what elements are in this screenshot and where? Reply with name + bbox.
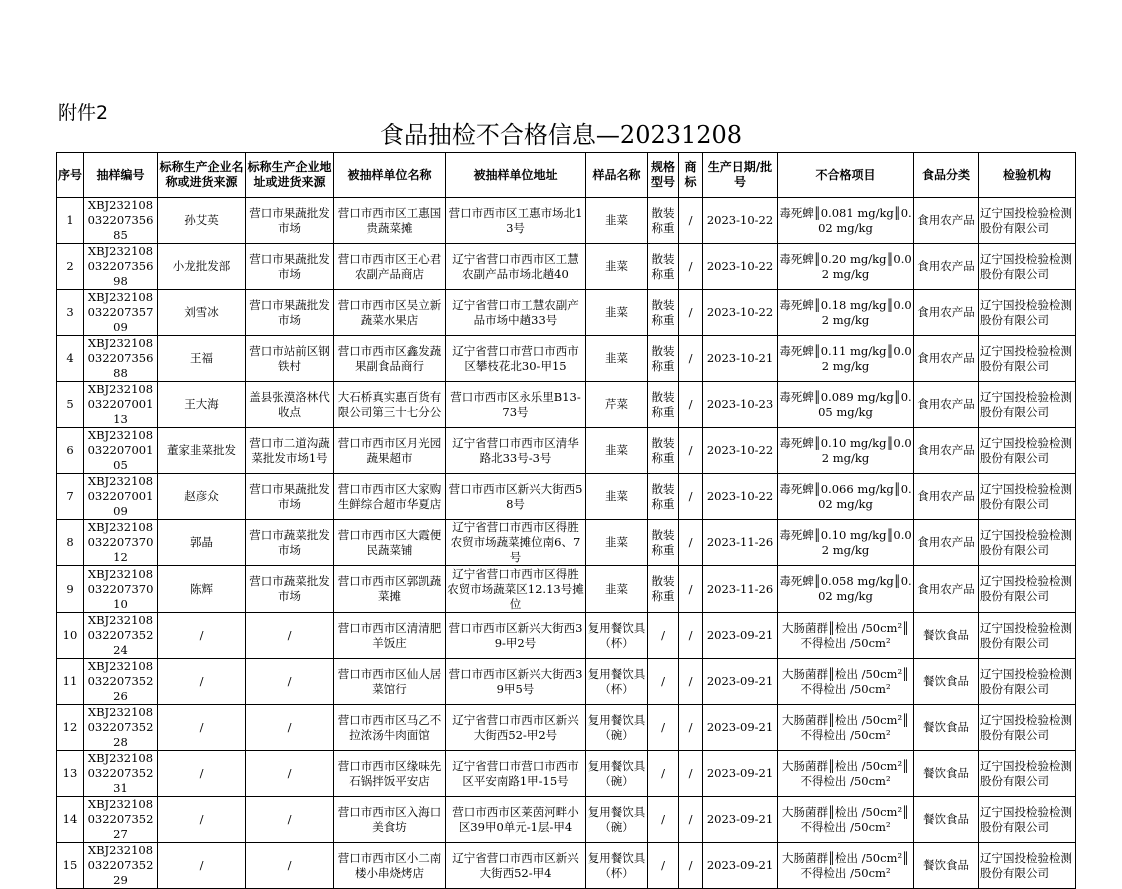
sample-name: 韭菜 bbox=[586, 428, 648, 474]
producer-address: / bbox=[246, 659, 334, 705]
failed-item: 毒死蜱║0.18 mg/kg║0.02 mg/kg bbox=[778, 290, 914, 336]
testing-agency: 辽宁国投检验检测股份有限公司 bbox=[979, 198, 1076, 244]
sampled-unit-address: 营口市西市区新兴大街西39甲5号 bbox=[446, 659, 586, 705]
spec-model: 散装称重 bbox=[648, 336, 679, 382]
sampled-unit-name: 营口市西市区工惠国贵蔬菜摊 bbox=[334, 198, 446, 244]
trademark: / bbox=[679, 751, 703, 797]
inspection-table bbox=[56, 152, 1076, 889]
header-cell: 食品分类 bbox=[914, 153, 979, 198]
producer-address: 营口市站前区钢铁村 bbox=[246, 336, 334, 382]
sample-code: XBJ23210803220735709 bbox=[84, 290, 158, 336]
producer-name: / bbox=[158, 843, 246, 889]
row-number: 11 bbox=[57, 659, 84, 705]
row-number: 1 bbox=[57, 198, 84, 244]
row-number: 15 bbox=[57, 843, 84, 889]
trademark: / bbox=[679, 382, 703, 428]
table-row bbox=[57, 244, 1076, 290]
header-cell: 不合格项目 bbox=[778, 153, 914, 198]
sample-code: XBJ23210803220735685 bbox=[84, 198, 158, 244]
failed-item: 大肠菌群║检出 /50cm²║不得检出 /50cm² bbox=[778, 797, 914, 843]
production-date: 2023-10-22 bbox=[703, 290, 778, 336]
producer-address: 盖县张漠洛林代收点 bbox=[246, 382, 334, 428]
production-date: 2023-10-23 bbox=[703, 382, 778, 428]
sampled-unit-address: 辽宁省营口市西市区清华路北33号-3号 bbox=[446, 428, 586, 474]
production-date: 2023-09-21 bbox=[703, 705, 778, 751]
sampled-unit-name: 营口市西市区仙人居菜馆行 bbox=[334, 659, 446, 705]
spec-model: 散装称重 bbox=[648, 566, 679, 613]
food-category: 食用农产品 bbox=[914, 428, 979, 474]
producer-address: / bbox=[246, 843, 334, 889]
producer-name: / bbox=[158, 705, 246, 751]
table-row bbox=[57, 751, 1076, 797]
sampled-unit-name: 营口市西市区月光园蔬果超市 bbox=[334, 428, 446, 474]
failed-item: 毒死蜱║0.081 mg/kg║0.02 mg/kg bbox=[778, 198, 914, 244]
failed-item: 毒死蜱║0.10 mg/kg║0.02 mg/kg bbox=[778, 520, 914, 566]
spec-model: / bbox=[648, 751, 679, 797]
header-cell: 检验机构 bbox=[979, 153, 1076, 198]
producer-name: / bbox=[158, 659, 246, 705]
production-date: 2023-09-21 bbox=[703, 751, 778, 797]
sampled-unit-name: 营口市西市区王心君农副产品商店 bbox=[334, 244, 446, 290]
sample-code: XBJ23210803220735224 bbox=[84, 613, 158, 659]
food-category: 餐饮食品 bbox=[914, 751, 979, 797]
sampled-unit-name: 营口市西市区郭凯蔬菜摊 bbox=[334, 566, 446, 613]
testing-agency: 辽宁国投检验检测股份有限公司 bbox=[979, 566, 1076, 613]
spec-model: / bbox=[648, 659, 679, 705]
testing-agency: 辽宁国投检验检测股份有限公司 bbox=[979, 244, 1076, 290]
producer-name: / bbox=[158, 797, 246, 843]
sampled-unit-address: 辽宁省营口市营口市西市区平安南路1甲-15号 bbox=[446, 751, 586, 797]
header-cell: 被抽样单位名称 bbox=[334, 153, 446, 198]
sample-code: XBJ23210803220700109 bbox=[84, 474, 158, 520]
spec-model: 散装称重 bbox=[648, 244, 679, 290]
sampled-unit-address: 辽宁省营口市西市区新兴大街西52-甲2号 bbox=[446, 705, 586, 751]
production-date: 2023-09-21 bbox=[703, 659, 778, 705]
spec-model: / bbox=[648, 613, 679, 659]
sample-code: XBJ23210803220735227 bbox=[84, 797, 158, 843]
sampled-unit-name: 营口市西市区入海口美食坊 bbox=[334, 797, 446, 843]
sampled-unit-address: 营口市西市区莱茵河畔小区39甲0单元-1层-甲4 bbox=[446, 797, 586, 843]
sample-code: XBJ23210803220735226 bbox=[84, 659, 158, 705]
failed-item: 大肠菌群║检出 /50cm²║不得检出 /50cm² bbox=[778, 613, 914, 659]
spec-model: 散装称重 bbox=[648, 290, 679, 336]
row-number: 10 bbox=[57, 613, 84, 659]
spec-model: / bbox=[648, 843, 679, 889]
header-cell: 被抽样单位地址 bbox=[446, 153, 586, 198]
table-row bbox=[57, 520, 1076, 566]
producer-address: / bbox=[246, 797, 334, 843]
table-row bbox=[57, 843, 1076, 889]
food-category: 食用农产品 bbox=[914, 336, 979, 382]
sample-name: 复用餐饮具（杯） bbox=[586, 843, 648, 889]
producer-address: 营口市果蔬批发市场 bbox=[246, 244, 334, 290]
table-row bbox=[57, 382, 1076, 428]
sample-code: XBJ23210803220700105 bbox=[84, 428, 158, 474]
producer-name: / bbox=[158, 613, 246, 659]
sampled-unit-name: 大石桥真实惠百货有限公司第三十七分公 bbox=[334, 382, 446, 428]
failed-item: 大肠菌群║检出 /50cm²║不得检出 /50cm² bbox=[778, 705, 914, 751]
producer-address: 营口市果蔬批发市场 bbox=[246, 198, 334, 244]
production-date: 2023-10-22 bbox=[703, 474, 778, 520]
sampled-unit-name: 营口市西市区缘味先石锅拌饭平安店 bbox=[334, 751, 446, 797]
table-body bbox=[57, 198, 1076, 889]
food-category: 餐饮食品 bbox=[914, 797, 979, 843]
row-number: 6 bbox=[57, 428, 84, 474]
food-category: 食用农产品 bbox=[914, 198, 979, 244]
sample-code: XBJ23210803220737010 bbox=[84, 566, 158, 613]
trademark: / bbox=[679, 198, 703, 244]
producer-name: 孙艾英 bbox=[158, 198, 246, 244]
row-number: 2 bbox=[57, 244, 84, 290]
sampled-unit-name: 营口市西市区大家购生鲜综合超市华夏店 bbox=[334, 474, 446, 520]
producer-address: 营口市果蔬批发市场 bbox=[246, 290, 334, 336]
testing-agency: 辽宁国投检验检测股份有限公司 bbox=[979, 797, 1076, 843]
trademark: / bbox=[679, 290, 703, 336]
sampled-unit-address: 营口市西市区工惠市场北13号 bbox=[446, 198, 586, 244]
header-cell: 规格型号 bbox=[648, 153, 679, 198]
sample-name: 韭菜 bbox=[586, 244, 648, 290]
producer-name: / bbox=[158, 751, 246, 797]
sample-name: 韭菜 bbox=[586, 290, 648, 336]
producer-address: 营口市果蔬批发市场 bbox=[246, 474, 334, 520]
spec-model: 散装称重 bbox=[648, 474, 679, 520]
production-date: 2023-10-21 bbox=[703, 336, 778, 382]
production-date: 2023-09-21 bbox=[703, 843, 778, 889]
sampled-unit-address: 辽宁省营口市西市区得胜农贸市场蔬菜摊位南6、7号 bbox=[446, 520, 586, 566]
food-category: 食用农产品 bbox=[914, 474, 979, 520]
producer-name: 赵彦众 bbox=[158, 474, 246, 520]
sample-code: XBJ23210803220737012 bbox=[84, 520, 158, 566]
trademark: / bbox=[679, 428, 703, 474]
sampled-unit-name: 营口市西市区小二南楼小串烧烤店 bbox=[334, 843, 446, 889]
sampled-unit-address: 辽宁省营口市营口市西市区攀枝花北30-甲15 bbox=[446, 336, 586, 382]
trademark: / bbox=[679, 474, 703, 520]
table-row bbox=[57, 797, 1076, 843]
header-cell: 抽样编号 bbox=[84, 153, 158, 198]
sample-code: XBJ23210803220700113 bbox=[84, 382, 158, 428]
sample-name: 芹菜 bbox=[586, 382, 648, 428]
row-number: 8 bbox=[57, 520, 84, 566]
row-number: 4 bbox=[57, 336, 84, 382]
table-row bbox=[57, 474, 1076, 520]
table-row bbox=[57, 198, 1076, 244]
trademark: / bbox=[679, 659, 703, 705]
sampled-unit-name: 营口市西市区吴立新蔬菜水果店 bbox=[334, 290, 446, 336]
trademark: / bbox=[679, 520, 703, 566]
sample-code: XBJ23210803220735228 bbox=[84, 705, 158, 751]
trademark: / bbox=[679, 797, 703, 843]
food-category: 餐饮食品 bbox=[914, 613, 979, 659]
header-row bbox=[57, 153, 1076, 198]
table-row bbox=[57, 566, 1076, 613]
sampled-unit-address: 辽宁省营口市西市区得胜农贸市场蔬菜区12.13号摊位 bbox=[447, 566, 584, 611]
producer-name: 刘雪冰 bbox=[158, 290, 246, 336]
sampled-unit-address: 辽宁省营口市工慧农副产品市场中趟33号 bbox=[446, 290, 586, 336]
row-number: 12 bbox=[57, 705, 84, 751]
testing-agency: 辽宁国投检验检测股份有限公司 bbox=[979, 659, 1076, 705]
producer-address: / bbox=[246, 751, 334, 797]
sample-code: XBJ23210803220735698 bbox=[84, 244, 158, 290]
producer-address: 营口市蔬菜批发市场 bbox=[246, 566, 334, 613]
sample-code: XBJ23210803220735229 bbox=[84, 843, 158, 889]
failed-item: 毒死蜱║0.10 mg/kg║0.02 mg/kg bbox=[778, 428, 914, 474]
header-cell: 生产日期/批号 bbox=[703, 153, 778, 198]
production-date: 2023-11-26 bbox=[703, 520, 778, 566]
table-row bbox=[57, 428, 1076, 474]
table-row bbox=[57, 705, 1076, 751]
sampled-unit-address: 营口市西市区新兴大街西39-甲2号 bbox=[446, 613, 586, 659]
food-category: 餐饮食品 bbox=[914, 705, 979, 751]
sample-name: 复用餐饮具（碗） bbox=[586, 751, 648, 797]
header-cell: 序号 bbox=[57, 153, 84, 198]
trademark: / bbox=[679, 843, 703, 889]
production-date: 2023-10-22 bbox=[703, 198, 778, 244]
producer-address: 营口市二道沟蔬菜批发市场1号 bbox=[246, 428, 334, 474]
producer-address: 营口市蔬菜批发市场 bbox=[246, 520, 334, 566]
spec-model: 散装称重 bbox=[648, 382, 679, 428]
producer-name: 王大海 bbox=[158, 382, 246, 428]
producer-name: 小龙批发部 bbox=[158, 244, 246, 290]
sampled-unit-name: 营口市西市区大霞便民蔬菜铺 bbox=[334, 520, 446, 566]
row-number: 13 bbox=[57, 751, 84, 797]
food-category: 餐饮食品 bbox=[914, 659, 979, 705]
failed-item: 大肠菌群║检出 /50cm²║不得检出 /50cm² bbox=[778, 751, 914, 797]
table-row bbox=[57, 336, 1076, 382]
sample-code: XBJ23210803220735231 bbox=[84, 751, 158, 797]
table-row bbox=[57, 613, 1076, 659]
food-category: 食用农产品 bbox=[914, 382, 979, 428]
sample-code: XBJ23210803220735688 bbox=[84, 336, 158, 382]
header-cell: 标称生产企业名称或进货来源 bbox=[158, 153, 246, 198]
sampled-unit-address: 营口市西市区永乐里B13-73号 bbox=[446, 382, 586, 428]
sample-name: 复用餐饮具（杯） bbox=[586, 659, 648, 705]
sample-name: 韭菜 bbox=[586, 520, 648, 566]
sampled-unit-address: 辽宁省营口市西市区工慧农副产品市场北趟40 bbox=[446, 244, 586, 290]
producer-name: 董家韭菜批发 bbox=[158, 428, 246, 474]
failed-item: 毒死蜱║0.089 mg/kg║0.05 mg/kg bbox=[778, 382, 914, 428]
row-number: 3 bbox=[57, 290, 84, 336]
failed-item: 毒死蜱║0.058 mg/kg║0.02 mg/kg bbox=[778, 566, 914, 613]
testing-agency: 辽宁国投检验检测股份有限公司 bbox=[979, 520, 1076, 566]
spec-model: 散装称重 bbox=[648, 198, 679, 244]
failed-item: 大肠菌群║检出 /50cm²║不得检出 /50cm² bbox=[778, 843, 914, 889]
sampled-unit-name: 营口市西市区马乙不拉浓汤牛肉面馆 bbox=[334, 705, 446, 751]
header-cell: 样品名称 bbox=[586, 153, 648, 198]
production-date: 2023-09-21 bbox=[703, 797, 778, 843]
sample-name: 复用餐饮具（碗） bbox=[586, 705, 648, 751]
sample-name: 复用餐饮具（杯） bbox=[586, 613, 648, 659]
testing-agency: 辽宁国投检验检测股份有限公司 bbox=[979, 613, 1076, 659]
sampled-unit-address: 营口市西市区新兴大街西58号 bbox=[446, 474, 586, 520]
failed-item: 大肠菌群║检出 /50cm²║不得检出 /50cm² bbox=[778, 659, 914, 705]
row-number: 7 bbox=[57, 474, 84, 520]
header-cell: 商标 bbox=[679, 153, 703, 198]
sample-name: 韭菜 bbox=[586, 474, 648, 520]
production-date: 2023-09-21 bbox=[703, 613, 778, 659]
trademark: / bbox=[679, 613, 703, 659]
sample-name: 韭菜 bbox=[586, 336, 648, 382]
header-cell: 标称生产企业地址或进货来源 bbox=[246, 153, 334, 198]
food-category: 餐饮食品 bbox=[914, 843, 979, 889]
row-number: 14 bbox=[57, 797, 84, 843]
production-date: 2023-11-26 bbox=[703, 566, 778, 613]
food-category: 食用农产品 bbox=[914, 520, 979, 566]
sample-name: 韭菜 bbox=[586, 198, 648, 244]
page-title: 食品抽检不合格信息—20231208 bbox=[379, 121, 743, 149]
trademark: / bbox=[679, 566, 703, 613]
failed-item: 毒死蜱║0.066 mg/kg║0.02 mg/kg bbox=[778, 474, 914, 520]
producer-address: / bbox=[246, 705, 334, 751]
spec-model: 散装称重 bbox=[648, 520, 679, 566]
sample-name: 复用餐饮具（碗） bbox=[586, 797, 648, 843]
producer-name: 王福 bbox=[158, 336, 246, 382]
sampled-unit-name: 营口市西市区清清肥羊饭庄 bbox=[334, 613, 446, 659]
testing-agency: 辽宁国投检验检测股份有限公司 bbox=[979, 336, 1076, 382]
testing-agency: 辽宁国投检验检测股份有限公司 bbox=[979, 705, 1076, 751]
attachment-label: 附件2 bbox=[58, 102, 109, 124]
producer-address: / bbox=[246, 613, 334, 659]
failed-item: 毒死蜱║0.20 mg/kg║0.02 mg/kg bbox=[778, 244, 914, 290]
testing-agency: 辽宁国投检验检测股份有限公司 bbox=[979, 290, 1076, 336]
testing-agency: 辽宁国投检验检测股份有限公司 bbox=[979, 474, 1076, 520]
spec-model: / bbox=[648, 705, 679, 751]
spec-model: / bbox=[648, 797, 679, 843]
food-category: 食用农产品 bbox=[914, 566, 979, 613]
testing-agency: 辽宁国投检验检测股份有限公司 bbox=[979, 382, 1076, 428]
production-date: 2023-10-22 bbox=[703, 244, 778, 290]
production-date: 2023-10-22 bbox=[703, 428, 778, 474]
spec-model: 散装称重 bbox=[648, 428, 679, 474]
testing-agency: 辽宁国投检验检测股份有限公司 bbox=[979, 843, 1076, 889]
trademark: / bbox=[679, 705, 703, 751]
trademark: / bbox=[679, 244, 703, 290]
trademark: / bbox=[679, 336, 703, 382]
testing-agency: 辽宁国投检验检测股份有限公司 bbox=[979, 428, 1076, 474]
sample-name: 韭菜 bbox=[586, 566, 648, 613]
row-number: 5 bbox=[57, 382, 84, 428]
producer-name: 陈辉 bbox=[158, 566, 246, 613]
food-category: 食用农产品 bbox=[914, 290, 979, 336]
row-number: 9 bbox=[57, 566, 84, 613]
testing-agency: 辽宁国投检验检测股份有限公司 bbox=[979, 751, 1076, 797]
table-row bbox=[57, 290, 1076, 336]
failed-item: 毒死蜱║0.11 mg/kg║0.02 mg/kg bbox=[778, 336, 914, 382]
sampled-unit-address: 辽宁省营口市西市区新兴大街西52-甲4 bbox=[446, 843, 586, 889]
food-category: 食用农产品 bbox=[914, 244, 979, 290]
producer-name: 郭晶 bbox=[158, 520, 246, 566]
sampled-unit-name: 营口市西市区鑫发蔬果副食品商行 bbox=[334, 336, 446, 382]
table-row bbox=[57, 659, 1076, 705]
